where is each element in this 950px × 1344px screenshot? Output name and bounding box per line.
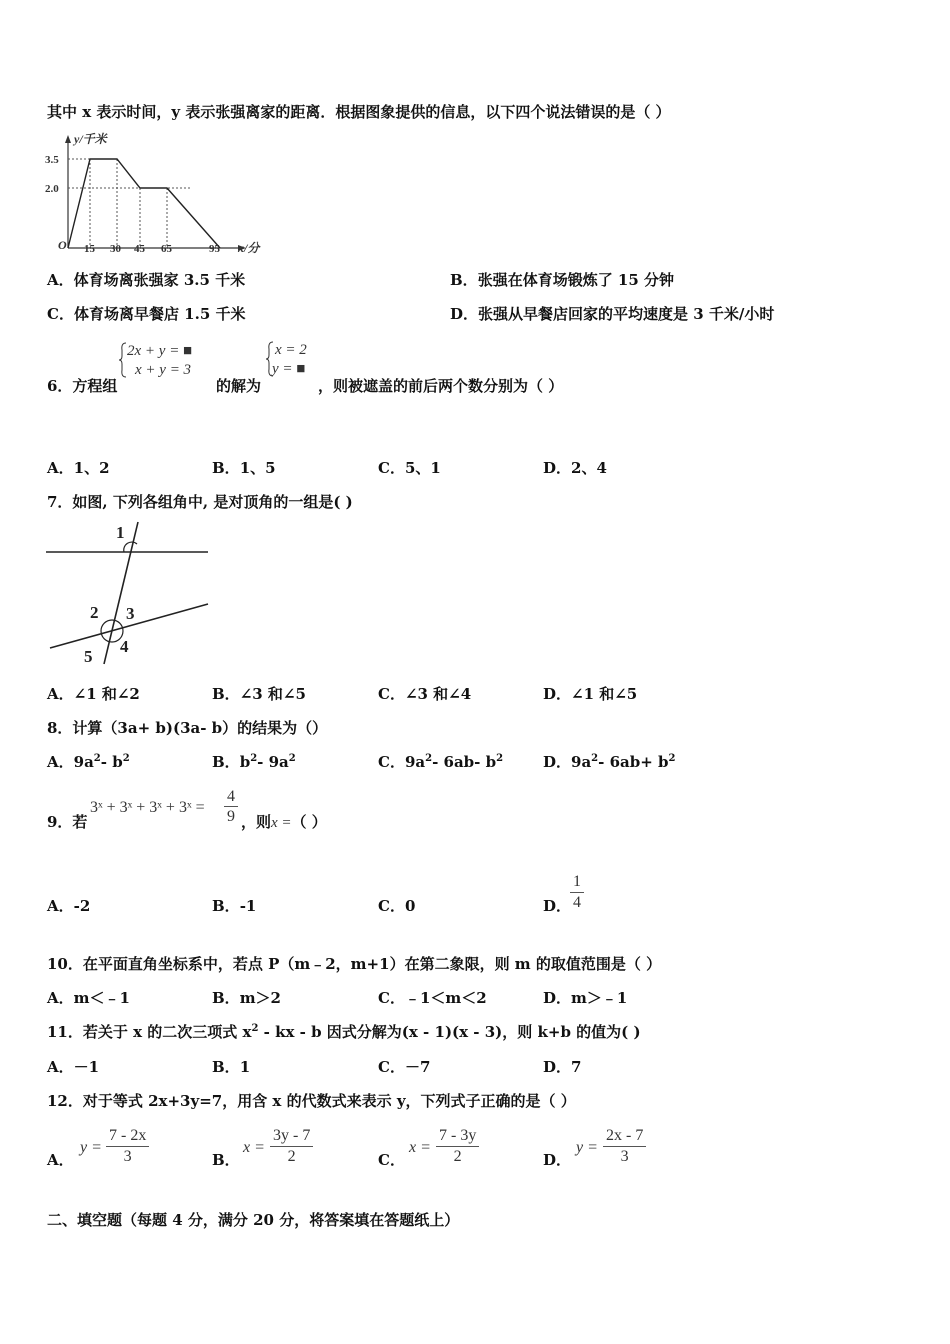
q12-stem: 12．对于等式 2x+3y=7，用含 x 的代数式来表示 y，下列式子正确的是（ ） [47, 1092, 576, 1110]
option-text: 0 [404, 897, 416, 915]
fraction-denominator: 3 [620, 1148, 629, 1165]
q5-stem: 其中 x 表示时间，y 表示张强离家的距离．根据图象提供的信息，以下四个说法错误的是（ ） [47, 103, 671, 121]
q10-stem: 10．在平面直角坐标系中，若点 P（m﹣2，m+1）在第二象限，则 m 的取值范围是（ ） [47, 955, 662, 973]
option-text: -1 [239, 897, 257, 915]
option-letter: B． [450, 271, 478, 289]
option-text: 张强在体育场锻炼了 15 分钟 [477, 271, 675, 289]
q11-stem-post: - kx - b 因式分解为(x - 1)(x - 3)，则 k+b 的值为( ) [258, 1023, 641, 1041]
graph-x-tick-15: 15 [84, 243, 95, 255]
q9-tail-post: （ ） [291, 813, 327, 831]
graph-x-tick-95: 95 [209, 243, 220, 255]
option-text: ∠3 和∠5 [239, 685, 306, 703]
option-text: 1 [239, 1058, 251, 1076]
option-letter: B． [212, 1058, 240, 1076]
q6-system1-line1: 2x + y = ■ [127, 343, 193, 359]
option-text: ∠3 和∠4 [404, 685, 472, 703]
option-exponent: 2 [425, 753, 433, 764]
q6-option-d[interactable] [543, 458, 607, 478]
graph-x-tick-30: 30 [110, 243, 121, 255]
option-text: －7 [404, 1058, 431, 1076]
option-text: m＞2 [239, 989, 281, 1007]
q9-number: 9．若 [47, 813, 88, 831]
option-text-pre: 9a [571, 753, 592, 771]
q11-stem [47, 1022, 641, 1042]
angle-label-3: 3 [126, 604, 135, 623]
q10-option-b[interactable] [212, 988, 281, 1008]
option-text: -2 [73, 897, 91, 915]
option-text-mid: - 9a [257, 753, 289, 771]
q11-stem-exponent: 2 [251, 1023, 259, 1034]
option-exponent: 2 [668, 753, 676, 764]
q11-option-b[interactable] [212, 1057, 250, 1077]
q7-option-a[interactable] [47, 684, 140, 704]
option-exponent: 2 [591, 753, 599, 764]
q12-option-b-fraction [270, 1126, 313, 1167]
option-letter: D． [543, 989, 572, 1007]
option-text: 1、5 [239, 459, 276, 477]
option-letter: D． [543, 897, 572, 915]
q12-option-c-fraction [436, 1126, 479, 1167]
q9-tail-pre: ，则 [241, 813, 272, 831]
q9-option-c[interactable] [378, 896, 415, 916]
q8-option-a[interactable] [47, 752, 130, 772]
q12-option-c[interactable] [378, 1150, 405, 1170]
option-exponent: 2 [496, 753, 504, 764]
graph-distance-line [68, 159, 220, 248]
option-text: m＞﹣1 [571, 989, 628, 1007]
graph-y-label: y/千米 [74, 132, 107, 146]
q11-option-d[interactable] [543, 1057, 581, 1077]
q6-option-b[interactable] [212, 458, 276, 478]
q9-fraction [224, 787, 238, 826]
fraction-numerator: 3y - 7 [270, 1126, 313, 1147]
q12-option-d-fraction [603, 1126, 646, 1167]
graph-y-arrow [65, 135, 71, 143]
q12-option-d-lhs: y = [576, 1139, 598, 1156]
graph-x-label: x/分 [238, 241, 260, 255]
q9-option-d[interactable] [543, 896, 571, 916]
option-letter: A． [47, 271, 74, 289]
q6-option-c[interactable] [378, 458, 441, 478]
q6-system2-line2: y = ■ [272, 361, 306, 377]
option-exponent: 2 [93, 753, 101, 764]
q5-option-a[interactable] [47, 270, 245, 290]
q8-stem: 8．计算（3a+ b)(3a- b）的结果为（） [47, 719, 328, 737]
option-text: 1、2 [73, 459, 110, 477]
option-letter: D． [450, 305, 479, 323]
q7-stem: 7．如图, 下列各组角中, 是对顶角的一组是( ) [47, 493, 353, 511]
option-letter: D． [543, 1151, 572, 1169]
q12-option-b-lhs: x = [243, 1139, 265, 1156]
option-text: －1 [73, 1058, 100, 1076]
graph-y-tick-3.5: 3.5 [45, 154, 59, 166]
option-exponent: 2 [122, 753, 130, 764]
option-letter: C． [378, 1058, 405, 1076]
q6-number: 6．方程组 [47, 377, 118, 395]
option-text: ∠1 和∠2 [73, 685, 140, 703]
q7-angle-figure [42, 518, 217, 668]
option-text: 体育场离张强家 3.5 千米 [73, 271, 246, 289]
option-exponent: 2 [250, 753, 258, 764]
option-letter: C． [378, 753, 405, 771]
q12-option-d[interactable] [543, 1150, 571, 1170]
option-text-mid: - 6ab+ b [598, 753, 669, 771]
option-text: m＜﹣1 [73, 989, 130, 1007]
q9-option-b[interactable] [212, 896, 256, 916]
option-letter: A． [47, 897, 74, 915]
option-text-pre: 9a [404, 753, 426, 771]
option-letter: C． [378, 459, 405, 477]
q10-option-a[interactable] [47, 988, 130, 1008]
graph-x-tick-45: 45 [134, 243, 145, 255]
option-letter: C． [378, 897, 405, 915]
option-text-mid: - 6ab- b [432, 753, 497, 771]
q6-middle-text: 的解为 [216, 377, 262, 395]
option-letter: B． [212, 897, 240, 915]
q12-option-b[interactable] [212, 1150, 240, 1170]
q7-option-b[interactable] [212, 684, 306, 704]
option-text: ∠1 和∠5 [571, 685, 638, 703]
option-letter: B． [212, 1151, 240, 1169]
section-2-title: 二、填空题（每题 4 分，满分 20 分，将答案填在答题纸上） [47, 1211, 460, 1229]
option-letter: A． [47, 989, 74, 1007]
q9-option-d-denominator: 4 [573, 894, 581, 911]
q5-option-d[interactable] [450, 304, 774, 324]
q9-tail-variable: x = [271, 815, 292, 831]
graph-origin: O [58, 238, 67, 252]
q9-fraction-denominator: 9 [227, 808, 235, 825]
option-letter: C． [378, 1151, 405, 1169]
q6-system1-line2: x + y = 3 [135, 362, 192, 378]
q5-option-b[interactable] [450, 270, 674, 290]
fraction-denominator: 2 [453, 1148, 462, 1165]
option-text: 5、1 [404, 459, 441, 477]
q9-expression: 3ˣ + 3ˣ + 3ˣ + 3ˣ = [90, 799, 205, 816]
q12-option-a[interactable] [47, 1150, 74, 1170]
q6-option-a[interactable] [47, 458, 110, 478]
fraction-numerator: 7 - 3y [436, 1126, 479, 1147]
option-letter: A． [47, 459, 74, 477]
option-letter: A． [47, 753, 74, 771]
q11-stem-pre: 11．若关于 x 的二次三项式 x [47, 1023, 252, 1041]
option-letter: C． [378, 989, 405, 1007]
graph-x-tick-65: 65 [161, 243, 172, 255]
angle-label-1: 1 [116, 523, 125, 542]
fraction-numerator: 7 - 2x [106, 1126, 149, 1147]
angle-label-5: 5 [84, 647, 93, 666]
option-text: 张强从早餐店回家的平均速度是 3 千米/小时 [478, 305, 775, 323]
q12-option-a-fraction [106, 1126, 149, 1167]
option-letter: A． [47, 685, 74, 703]
q11-option-c[interactable] [378, 1057, 430, 1077]
fraction-denominator: 3 [123, 1148, 132, 1165]
option-exponent: 2 [288, 753, 296, 764]
q10-option-c[interactable] [378, 988, 487, 1008]
option-text-mid: - b [100, 753, 123, 771]
q9-option-d-fraction [570, 872, 584, 913]
q8-option-c[interactable] [378, 752, 503, 772]
q9-tail [241, 812, 327, 833]
q5-distance-time-graph [40, 130, 270, 255]
option-text-pre: 9a [73, 753, 94, 771]
q7-option-c[interactable] [378, 684, 471, 704]
option-letter: D． [543, 1058, 572, 1076]
option-letter: B． [212, 989, 240, 1007]
q5-option-c[interactable] [47, 304, 246, 324]
q9-option-d-numerator: 1 [570, 872, 584, 893]
option-letter: D． [543, 459, 572, 477]
q7-option-d[interactable] [543, 684, 637, 704]
fraction-denominator: 2 [287, 1148, 296, 1165]
option-letter: B． [212, 685, 240, 703]
option-letter: D． [543, 685, 572, 703]
q12-option-a-lhs: y = [80, 1139, 102, 1156]
option-letter: A． [47, 1058, 74, 1076]
fraction-numerator: 2x - 7 [603, 1126, 646, 1147]
option-text: 7 [571, 1058, 582, 1076]
q11-option-a[interactable] [47, 1057, 99, 1077]
angle-label-2: 2 [90, 603, 99, 622]
option-letter: A． [47, 1151, 74, 1169]
q12-option-c-lhs: x = [409, 1139, 431, 1156]
q6-tail-text: ，则被遮盖的前后两个数分别为（ ） [318, 377, 564, 395]
option-letter: B． [212, 459, 240, 477]
option-letter: C． [378, 685, 405, 703]
option-letter: B． [212, 753, 240, 771]
option-text: 体育场离早餐店 1.5 千米 [73, 305, 246, 323]
option-letter: C． [47, 305, 74, 323]
q10-option-d[interactable] [543, 988, 627, 1008]
q8-option-d[interactable] [543, 752, 675, 772]
option-text: ﹣1＜m＜2 [404, 989, 487, 1007]
option-letter: D． [543, 753, 572, 771]
graph-y-tick-2.0: 2.0 [45, 183, 59, 195]
option-text: 2、4 [571, 459, 607, 477]
q8-option-b[interactable] [212, 752, 296, 772]
q9-fraction-numerator: 4 [224, 787, 238, 807]
angle-label-4: 4 [120, 637, 129, 656]
q6-system2-line1: x = 2 [275, 342, 307, 358]
option-text-pre: b [239, 753, 251, 771]
q9-option-a[interactable] [47, 896, 90, 916]
